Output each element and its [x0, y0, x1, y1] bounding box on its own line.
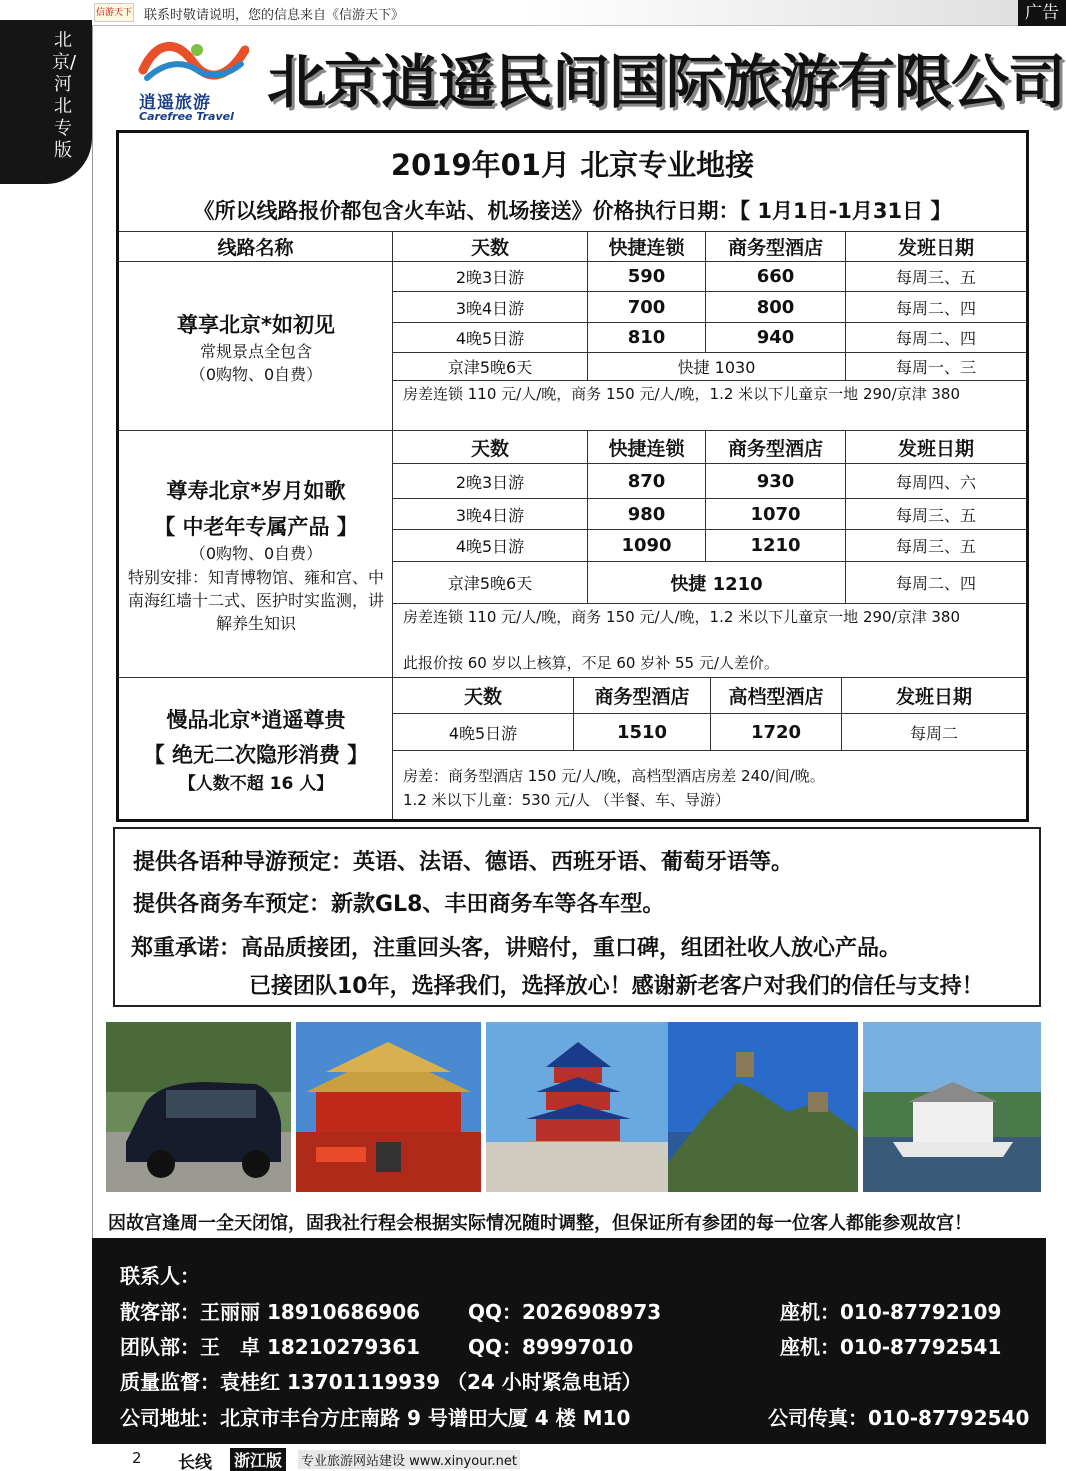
route-2-header-express: 快捷连锁: [588, 431, 706, 464]
route-2-note2: 此报价按 60 岁以上核算，不足 60 岁补 55 元/人差价。: [403, 654, 779, 672]
service-promise: 郑重承诺：高品质接团，注重回头客，讲赔付，重口碑，组团社收人放心产品。: [131, 936, 902, 961]
route-2-tag: 【 中老年专属产品 】: [154, 515, 358, 539]
table-subtitle: 《所以线路报价都包含火车站、机场接送》价格执行日期：【 1月1日-1月31日 】: [193, 199, 952, 223]
contact-retail: 散客部：王丽丽 18910686906: [120, 1300, 421, 1324]
route-1-days: 3晚4日游: [393, 292, 588, 323]
route-1-extra-days: 京津5晚6天: [393, 353, 588, 381]
route-1-schedule: 每周二、四: [846, 292, 1026, 323]
route-1-extra-schedule: 每周一、三: [846, 353, 1026, 381]
brand-logo-cn: 逍遥旅游: [139, 93, 211, 113]
contact-group: 团队部：王 卓 18210279361: [120, 1335, 421, 1359]
route-3-tag: 【 绝无二次隐形消费 】: [143, 743, 369, 767]
edition-tab: [0, 20, 92, 184]
route-1-price-business: 800: [706, 292, 846, 323]
route-2-name: 尊寿北京*岁月如歌: [166, 479, 346, 503]
route-1-price-business: 940: [706, 323, 846, 353]
route-1-extra-price: 快捷 1030: [588, 353, 846, 381]
route-2-price-express: 1090: [588, 530, 706, 562]
contact-block: [92, 1238, 1046, 1444]
service-vehicles: 提供各商务车预定：新款GL8、丰田商务车等各车型。: [133, 892, 665, 917]
route-3-days: 4晚5日游: [393, 714, 574, 751]
great-wall-photo: [668, 1022, 858, 1192]
route-2-extra-schedule: 每周二、四: [846, 562, 1026, 604]
header-business: 商务型酒店: [706, 231, 846, 262]
contact-retail-qq: QQ：2026908973: [468, 1300, 662, 1324]
route-1-days: 2晚3日游: [393, 262, 588, 292]
route-1-name: 尊享北京*如初见: [177, 313, 335, 337]
route-3-price-premium: 1720: [711, 714, 842, 751]
route-3-header-business: 商务型酒店: [574, 678, 711, 714]
contact-quality: 质量监督：袁桂红 13701119939 （24 小时紧急电话）: [120, 1370, 642, 1394]
closure-notice: 因故宫逢周一全天闭馆，固我社行程会根据实际情况随时调整，但保证所有参团的每一位客人都能参观故宫！: [108, 1213, 972, 1234]
route-3-header-days: 天数: [393, 678, 574, 714]
marble-boat-photo: [863, 1022, 1041, 1192]
page-footer: [92, 1447, 1046, 1471]
contact-retail-tel: 座机：010-87792109: [780, 1300, 1002, 1324]
company-name: 北京逍遥民间国际旅游有限公司: [267, 48, 1066, 116]
route-2-schedule: 每周三、五: [846, 530, 1026, 562]
route-2-extra-days: 京津5晚6天: [393, 562, 588, 604]
service-experience: 已接团队10年，选择我们，选择放心！感谢新老客户对我们的信任与支持！: [249, 974, 984, 999]
route-3-name: 慢品北京*逍遥尊贵: [166, 708, 346, 732]
route-2-days: 2晚3日游: [393, 464, 588, 499]
route-3-header-schedule: 发班日期: [842, 678, 1026, 714]
route-3-note: 房差：商务型酒店 150 元/人/晚，高档型酒店房差 240/间/晚。: [403, 767, 825, 785]
route-2-price-express: 980: [588, 499, 706, 530]
route-1-schedule: 每周二、四: [846, 323, 1026, 353]
source-logo: 信游天下: [94, 3, 134, 22]
footer-line: 长线: [178, 1453, 212, 1471]
header-route-name: 线路名称: [119, 231, 393, 262]
route-3-note2: 1.2 米以下儿童：530 元/人 （半餐、车、导游）: [403, 791, 730, 809]
contact-group-tel: 座机：010-87792541: [780, 1335, 1002, 1359]
footer-tagline: 专业旅游网站建设 www.xinyour.net: [298, 1450, 520, 1469]
tiananmen-photo: [296, 1022, 481, 1192]
business-van-photo: [106, 1022, 291, 1192]
route-2-header-days: 天数: [393, 431, 588, 464]
route-1-days: 4晚5日游: [393, 323, 588, 353]
route-1-price-express: 810: [588, 323, 706, 353]
temple-of-heaven-photo: [486, 1022, 671, 1192]
route-1-desc: 常规景点全包含: [199, 342, 312, 361]
route-2-header-business: 商务型酒店: [706, 431, 846, 464]
brand-logo-en: Carefree Travel: [139, 110, 234, 123]
brand-logo-icon: [137, 40, 249, 84]
route-1-schedule: 每周三、五: [846, 262, 1026, 292]
contact-fax: 公司传真：010-87792540: [768, 1406, 1030, 1430]
route-2-extra-price: 快捷 1210: [588, 562, 846, 604]
route-2-schedule: 每周四、六: [846, 464, 1026, 499]
route-2-price-business: 1210: [706, 530, 846, 562]
contact-group-qq: QQ：89997010: [468, 1335, 634, 1359]
route-3-price-business: 1510: [574, 714, 711, 751]
header-days: 天数: [393, 231, 588, 262]
services-box: [113, 827, 1041, 1007]
top-banner: [88, 0, 1066, 26]
service-guides: 提供各语种导游预定：英语、法语、德语、西班牙语、葡萄牙语等。: [133, 850, 794, 875]
route-1-price-express: 700: [588, 292, 706, 323]
source-notice: 联系时敬请说明，您的信息来自《信游天下》: [144, 8, 405, 23]
header-express: 快捷连锁: [588, 231, 706, 262]
route-3-schedule: 每周二: [842, 714, 1026, 751]
route-1-note: 房差连锁 110 元/人/晚，商务 150 元/人/晚，1.2 米以下儿童京一地 290/京津 380: [403, 385, 961, 403]
route-1-price-business: 660: [706, 262, 846, 292]
route-2-price-business: 1070: [706, 499, 846, 530]
ad-label: 广告: [1018, 0, 1066, 26]
photo-strip: [106, 1022, 1041, 1192]
route-2-note: 房差连锁 110 元/人/晚，商务 150 元/人/晚，1.2 米以下儿童京一地 290/京津 380: [403, 608, 961, 626]
route-1-desc2: （0购物、0自费）: [189, 365, 323, 384]
table-title: 2019年01月 北京专业地接: [390, 148, 755, 182]
route-3-desc: 【人数不超 16 人】: [178, 774, 334, 794]
route-2-special: 特别安排：知青博物馆、雍和宫、中南海红墙十二式、医护时实监测，讲解养生知识: [127, 568, 384, 633]
route-1-price-express: 590: [588, 262, 706, 292]
contact-label: 联系人：: [120, 1264, 200, 1288]
route-2-price-express: 870: [588, 464, 706, 499]
route-2-price-business: 930: [706, 464, 846, 499]
route-2-desc: （0购物、0自费）: [189, 544, 323, 563]
route-3-header-premium: 高档型酒店: [711, 678, 842, 714]
contact-address: 公司地址：北京市丰台方庄南路 9 号谱田大厦 4 楼 M10: [120, 1406, 631, 1430]
route-2-schedule: 每周三、五: [846, 499, 1026, 530]
edition-tab-label: 北京/河北专版: [52, 30, 77, 161]
brand-header: [135, 40, 1066, 126]
footer-edition: 浙江版: [230, 1448, 286, 1471]
header-schedule: 发班日期: [846, 231, 1026, 262]
route-2-header-schedule: 发班日期: [846, 431, 1026, 464]
route-2-days: 4晚5日游: [393, 530, 588, 562]
price-table-box: [116, 130, 1029, 822]
page-number: 2: [132, 1449, 142, 1467]
route-2-days: 3晚4日游: [393, 499, 588, 530]
